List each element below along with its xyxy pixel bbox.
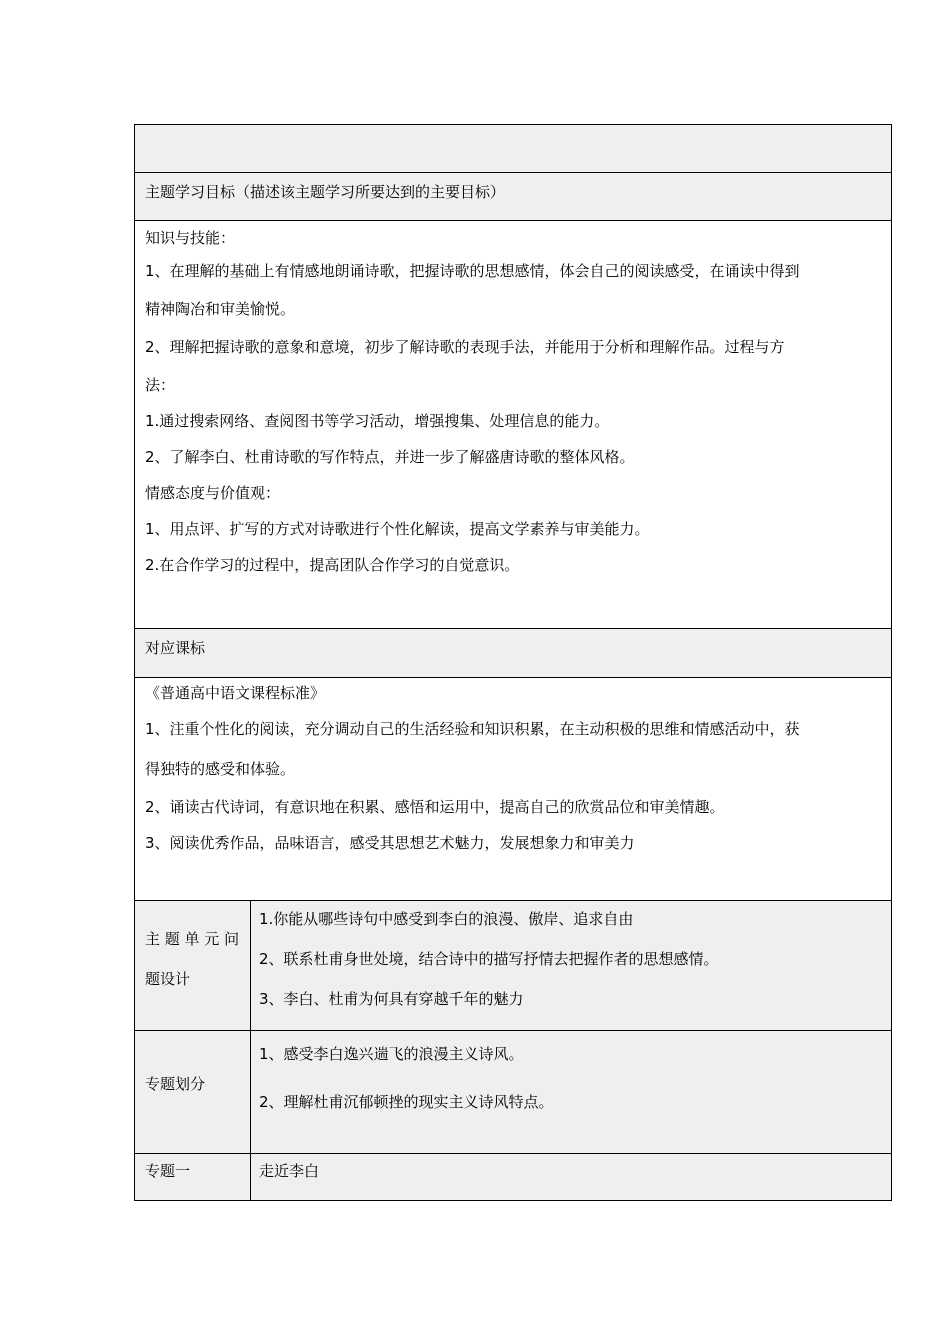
goals-line: 1、用点评、扩写的方式对诗歌进行个性化解读，提高文学素养与审美能力。 (145, 520, 650, 538)
goals-body-row (135, 221, 892, 629)
goals-line: 情感态度与价值观： (145, 484, 281, 502)
topic1-row (135, 1154, 892, 1201)
standards-line: 得独特的感受和体验。 (145, 760, 296, 778)
standards-line: 《普通高中语文课程标准》 (145, 684, 326, 702)
standards-line: 3、阅读优秀作品，品味语言，感受其思想艺术魅力，发展想象力和审美力 (145, 834, 635, 852)
standards-body-row (135, 678, 892, 901)
topic1-value: 走近李白 (259, 1162, 320, 1180)
topic1-label: 专题一 (145, 1162, 191, 1180)
topics-row (135, 1031, 892, 1154)
goals-line: 知识与技能： (145, 229, 236, 247)
lesson-plan-table (134, 124, 892, 1201)
question-item: 3、李白、杜甫为何具有穿越千年的魅力 (259, 990, 524, 1008)
goals-line: 2、了解李白、杜甫诗歌的写作特点，并进一步了解盛唐诗歌的整体风格。 (145, 448, 635, 466)
topic-item: 2、理解杜甫沉郁顿挫的现实主义诗风特点。 (259, 1093, 554, 1111)
question-item: 1.你能从哪些诗句中感受到李白的浪漫、傲岸、追求自由 (259, 910, 634, 928)
goals-line: 法： (145, 376, 176, 394)
goals-header: 主题学习目标（描述该主题学习所要达到的主要目标） (145, 183, 506, 201)
goals-line: 1.通过搜索网络、查阅图书等学习活动，增强搜集、处理信息的能力。 (145, 412, 610, 430)
standards-header: 对应课标 (145, 639, 206, 657)
standards-line: 2、诵读古代诗词，有意识地在积累、感悟和运用中，提高自己的欣赏品位和审美情趣。 (145, 798, 725, 816)
standards-line: 1、注重个性化的阅读，充分调动自己的生活经验和知识积累，在主动积极的思维和情感活动中，获 (145, 720, 800, 738)
questions-row (135, 901, 892, 1031)
goals-line: 精神陶冶和审美愉悦。 (145, 300, 296, 318)
goals-line: 2、理解把握诗歌的意象和意境，初步了解诗歌的表现手法，并能用于分析和理解作品。过程与方 (145, 338, 785, 356)
heading-row (135, 125, 892, 173)
standards-header-row (135, 629, 892, 678)
goals-line: 2.在合作学习的过程中，提高团队合作学习的自觉意识。 (145, 556, 520, 574)
questions-label: 主 题 单 元 问 (145, 930, 240, 948)
topic-item: 1、感受李白逸兴遄飞的浪漫主义诗风。 (259, 1045, 524, 1063)
goals-header-row (135, 173, 892, 221)
heading-empty-cell (135, 125, 892, 173)
goals-line: 1、在理解的基础上有情感地朗诵诗歌，把握诗歌的思想感情，体会自己的阅读感受，在诵读中得到 (145, 262, 800, 280)
question-item: 2、联系杜甫身世处境，结合诗中的描写抒情去把握作者的思想感情。 (259, 950, 719, 968)
questions-label: 题设计 (145, 970, 191, 988)
topics-label: 专题划分 (145, 1075, 206, 1093)
